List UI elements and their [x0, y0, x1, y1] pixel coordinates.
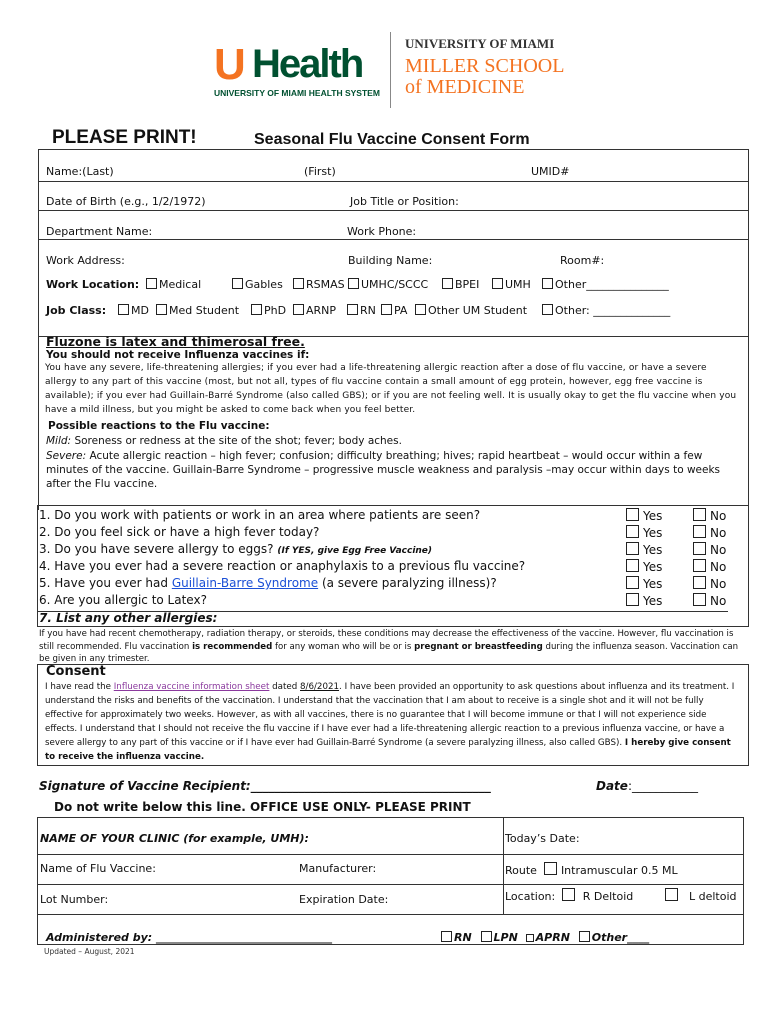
job-md[interactable]: MD [118, 304, 149, 317]
checkbox[interactable] [293, 278, 304, 289]
checkbox[interactable] [442, 278, 453, 289]
checkbox[interactable] [492, 278, 503, 289]
todays-date-field[interactable]: Today’s Date: [505, 832, 580, 845]
admin-credentials[interactable]: RN LPN APRN Other____ [441, 931, 649, 944]
work-phone-field[interactable]: Work Phone: [347, 225, 417, 238]
signature-line[interactable]: Signature of Vaccine Recipient:________________________________________ [39, 779, 491, 793]
q4-no[interactable]: No [693, 559, 726, 574]
loc-umh[interactable]: UMH [492, 278, 531, 291]
l-deltoid-option[interactable]: L deltoid [665, 888, 737, 903]
first-name-field[interactable]: (First) [304, 165, 336, 178]
job-title-field[interactable]: Job Title or Position: [350, 195, 459, 208]
expiration-field[interactable]: Expiration Date: [299, 893, 389, 906]
question-7[interactable]: 7. List any other allergies: [39, 611, 218, 625]
please-print-heading: PLEASE PRINT! [52, 127, 197, 148]
q1-no[interactable]: No [693, 508, 726, 523]
form-title: Seasonal Flu Vaccine Consent Form [254, 131, 530, 148]
lot-number-field[interactable]: Lot Number: [40, 893, 109, 906]
mild-reactions: Mild: Soreness or redness at the site of the shot; fever; body aches. [46, 435, 402, 447]
office-use-header: Do not write below this line. OFFICE USE ONLY- PLEASE PRINT [54, 800, 471, 814]
severe-reactions: Severe: Acute allergic reaction – high fever; confusion; difficulty breathing; hives; rapid heartbeat – would occur within a few minutes of the vaccine. Guillain-Barre Syndrome – progressive muscle weakness and paralysis –may occur within days to weeks after the Flu vaccine. [46, 450, 721, 490]
q6-yes[interactable]: Yes [626, 593, 662, 608]
q2-no[interactable]: No [693, 525, 726, 540]
school-line1: UNIVERSITY OF MIAMI [405, 36, 555, 51]
umid-field[interactable]: UMID# [531, 165, 570, 178]
logo-u: U [214, 40, 246, 89]
gbs-link[interactable]: Guillain-Barre Syndrome [171, 576, 319, 590]
checkbox[interactable] [251, 304, 262, 315]
vis-link[interactable]: Influenza vaccine information sheet [113, 682, 270, 692]
reactions-heading: Possible reactions to the Flu vaccine: [48, 420, 270, 432]
checkbox[interactable] [293, 304, 304, 315]
q2-yes[interactable]: Yes [626, 525, 662, 540]
question-1: 1. Do you work with patients or work in an area where patients are seen? [39, 508, 481, 522]
checkbox[interactable] [118, 304, 129, 315]
work-location-label: Work Location: [46, 278, 140, 291]
job-pa[interactable]: PA [381, 304, 407, 317]
question-3: 3. Do you have severe allergy to eggs? (If YES, give Egg Free Vaccine) [39, 542, 433, 556]
vaccine-name-field[interactable]: Name of Flu Vaccine: [40, 862, 156, 875]
q3-yes[interactable]: Yes [626, 542, 662, 557]
chemo-note: If you have had recent chemotherapy, radiation therapy, or steroids, these conditions may decrease the effectiveness of the vaccine. However, flu vaccination is still recommended. Flu vaccination is recommended for any woman who will be or is pregnant or breastfeeding during the influenza season. Vaccination can be given in any trimester. [39, 629, 739, 664]
clinic-name-field[interactable]: NAME OF YOUR CLINIC (for example, UMH): [40, 832, 309, 845]
checkbox[interactable] [146, 278, 157, 289]
school-line2: MILLER SCHOOL [405, 55, 565, 77]
date-line[interactable]: Date:___________ [596, 779, 698, 793]
checkbox[interactable] [348, 278, 359, 289]
location-field[interactable]: Location: R Deltoid [505, 890, 634, 903]
dob-field[interactable]: Date of Birth (e.g., 1/2/1972) [46, 195, 206, 208]
administered-by-field[interactable]: Administered by: ________________________________ [46, 931, 333, 944]
q3-no[interactable]: No [693, 542, 726, 557]
q5-no[interactable]: No [693, 576, 726, 591]
job-other[interactable]: Other: ______________ [542, 304, 670, 317]
logo-health: Health [252, 42, 363, 86]
room-field[interactable]: Room#: [560, 254, 605, 267]
checkbox[interactable] [415, 304, 426, 315]
loc-other[interactable]: Other_______________ [542, 278, 669, 291]
checkbox[interactable] [542, 304, 553, 315]
manufacturer-field[interactable]: Manufacturer: [299, 862, 377, 875]
question-2: 2. Do you feel sick or have a high fever today? [39, 525, 320, 539]
question-6: 6. Are you allergic to Latex? [39, 593, 207, 607]
building-field[interactable]: Building Name: [348, 254, 433, 267]
checkbox[interactable] [542, 278, 553, 289]
q6-no[interactable]: No [693, 593, 726, 608]
route-field[interactable]: Route Intramuscular 0.5 ML [505, 864, 678, 877]
logo-divider [390, 32, 391, 108]
latex-notice: Fluzone is latex and thimerosal free. [46, 334, 305, 349]
name-last-field[interactable]: Name:(Last) [46, 165, 114, 178]
miller-school-logo [405, 36, 564, 99]
checkbox[interactable] [232, 278, 243, 289]
logo-subtitle: UNIVERSITY OF MIAMI HEALTH SYSTEM [214, 88, 380, 98]
q1-yes[interactable]: Yes [626, 508, 662, 523]
question-5: 5. Have you ever had Guillain-Barre Syndrome (a severe paralyzing illness)? [39, 576, 497, 590]
job-other-um-student[interactable]: Other UM Student [415, 304, 527, 317]
job-arnp[interactable]: ARNP [293, 304, 336, 317]
checkbox[interactable] [156, 304, 167, 315]
loc-rsmas[interactable]: RSMAS [293, 278, 345, 291]
job-phd[interactable]: PhD [251, 304, 286, 317]
department-field[interactable]: Department Name: [46, 225, 153, 238]
loc-medical[interactable]: Medical [146, 278, 201, 291]
question-4: 4. Have you ever had a severe reaction or anaphylaxis to a previous flu vaccine? [39, 559, 526, 573]
work-address-field[interactable]: Work Address: [46, 254, 125, 267]
job-rn[interactable]: RN [347, 304, 376, 317]
updated-footer: Updated – August, 2021 [44, 947, 135, 956]
should-not-heading: You should not receive Influenza vaccines if: [46, 349, 310, 361]
checkbox[interactable] [347, 304, 358, 315]
loc-umhc[interactable]: UMHC/SCCC [348, 278, 428, 291]
should-not-text: You have any severe, life-threatening allergies; if you ever had a life-threatening allergic reaction after a dose of flu vaccine, or have a severe allergy to any part of this vaccine (most, but not all, types of flu vaccine contain a small amount of egg protein, however, egg free vaccine is available); if you ever had Guillain-Barré Syndrome (also called GBS); or if you are not feeling well. It is usually okay to get the flu vaccine when you have a mild illness, but you might be asked to come back when you feel better. [45, 363, 737, 415]
checkbox[interactable] [381, 304, 392, 315]
consent-heading: Consent [46, 664, 106, 679]
loc-bpei[interactable]: BPEI [442, 278, 479, 291]
q4-yes[interactable]: Yes [626, 559, 662, 574]
job-med-student[interactable]: Med Student [156, 304, 239, 317]
school-line3: of MEDICINE [405, 76, 525, 98]
consent-text: I have read the Influenza vaccine information sheet dated 8/6/2021. I have been provided an opportunity to ask questions about influenza and its treatment. I understand the risks and benefits of the vaccination. I understand that the vaccination that I am about to receive is a single shot and it will not be fully effective for approximately two weeks. However, as with all vaccines, there is no guarantee that I will become immune or that I will not experience side effects. I understand that I should not receive the flu vaccine if I have ever had a life-threatening allergic reaction to a previous influenza vaccine, or have a severe allergy to any part of this vaccine or if I have ever had Guillain-Barré Syndrome (a severe paralyzing illness, also called GBS). I hereby give consent to receive the influenza vaccine. [45, 682, 735, 762]
job-class-label: Job Class: [46, 304, 107, 317]
vis-date: 8/6/2021 [300, 682, 340, 692]
loc-gables[interactable]: Gables [232, 278, 283, 291]
q5-yes[interactable]: Yes [626, 576, 662, 591]
